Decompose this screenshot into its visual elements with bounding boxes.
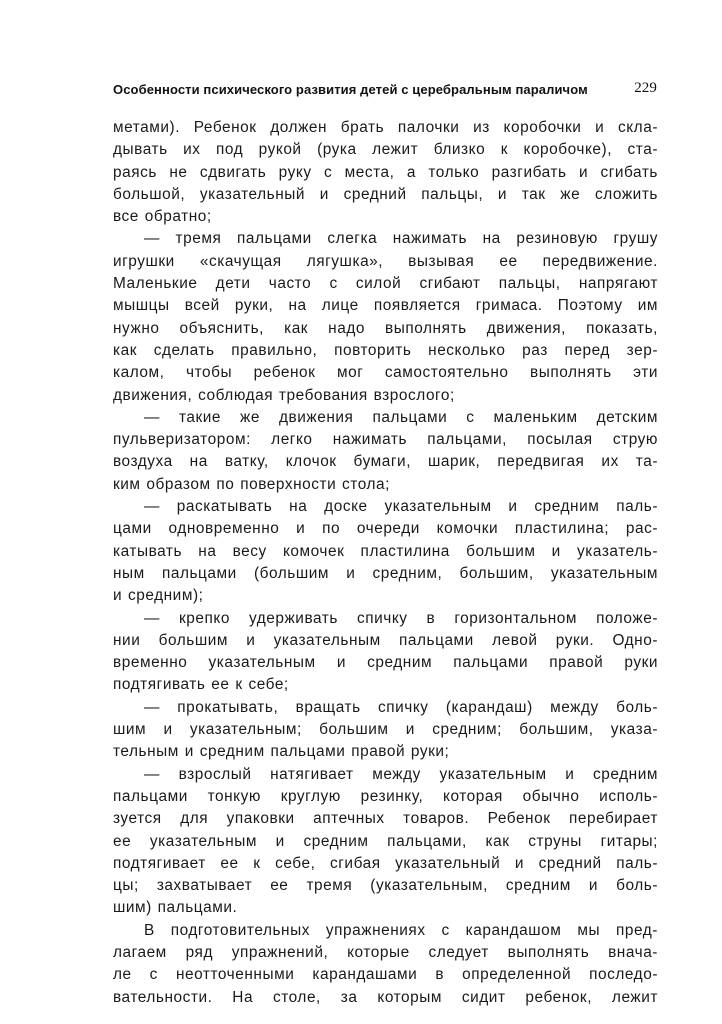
text-line: калом, чтобы ребенок мог самостоятельно выполнять эти — [113, 364, 658, 382]
text-line: пальцами тонкую круглую резинку, которая обычно исполь- — [113, 787, 658, 805]
text-line: раясь не сдвигать руку с места, а только разгибать и сгибать — [113, 163, 658, 181]
text-line: большой, указательный и средний пальцы, и так же сложить — [113, 185, 658, 203]
text-line: — тремя пальцами слегка нажимать на резиновую грушу — [144, 230, 658, 248]
text-line: зуется для упаковки аптечных товаров. Ребенок перебирает — [113, 810, 658, 828]
text-line: цами одновременно и по очереди комочки пластилина; рас- — [113, 520, 658, 538]
text-line: — прокатывать, вращать спичку (карандаш) между боль- — [144, 698, 658, 716]
text-line: шим и указательным; большим и средним; большим, указа- — [113, 721, 658, 739]
text-line: ным пальцами (большим и средним, большим, указательным — [113, 564, 658, 582]
text-line: воздуха на ватку, клочок бумаги, шарик, передвигая их та- — [113, 453, 658, 471]
text-line: Маленькие дети часто с силой сгибают пальцы, напрягают — [113, 275, 658, 293]
text-line: дывать их под рукой (рука лежит близко к коробочке), ста- — [113, 141, 658, 159]
text-line: — крепко удерживать спичку в горизонтальном положе- — [144, 609, 658, 627]
text-line: движения, соблюдая требования взрослого; — [113, 386, 455, 404]
text-line: нии большим и указательным пальцами левой руки. Одно- — [113, 631, 658, 649]
text-line: — такие же движения пальцами с маленьким детским — [144, 408, 658, 426]
text-line: ее указательным и средним пальцами, как струны гитары; — [113, 832, 658, 850]
text-line: лагаем ряд упражнений, которые следует выполнять внача- — [113, 943, 658, 961]
running-title: Особенности психического развития детей с церебральным параличом — [113, 82, 588, 97]
text-line: нужно объяснить, как надо выполнять движения, показать, — [113, 319, 658, 337]
body-text — [113, 117, 658, 1009]
text-line: цы; захватывает ее тремя (указательным, средним и боль- — [113, 877, 658, 895]
text-line: катывать на весу комочек пластилина большим и указатель- — [113, 542, 658, 560]
text-line: временно указательным и средним пальцами правой руки — [113, 654, 658, 672]
text-line: мышцы всей руки, на лице появляется гримаса. Поэтому им — [113, 297, 658, 315]
text-line: ле с неотточенными карандашами в определенной последо- — [113, 966, 658, 984]
text-line: вательности. На столе, за которым сидит ребенок, лежит — [113, 988, 658, 1006]
text-line: подтягивать ее к себе; — [113, 676, 289, 694]
page-number: 229 — [634, 80, 657, 96]
text-line: как сделать правильно, повторить несколько раз перед зер- — [113, 341, 658, 359]
text-line: — взрослый натягивает между указательным и средним — [144, 765, 658, 783]
text-line: ким образом по поверхности стола; — [113, 475, 390, 493]
text-line: все обратно; — [113, 208, 212, 226]
text-line: игрушки «скачущая лягушка», вызывая ее передвижение. — [113, 252, 658, 270]
text-line: пульверизатором: легко нажимать пальцами, посылая струю — [113, 431, 658, 449]
text-line: шим) пальцами. — [113, 899, 238, 917]
text-line: и средним); — [113, 587, 204, 605]
text-line: подтягивает ее к себе, сгибая указательный и средний паль- — [113, 854, 658, 872]
text-line: тельным и средним пальцами правой руки; — [113, 743, 450, 761]
text-line: метами). Ребенок должен брать палочки из коробочки и скла- — [113, 119, 658, 136]
text-line: — раскатывать на доске указательным и средним паль- — [144, 498, 658, 516]
text-line: В подготовительных упражнениях с карандашом мы пред- — [144, 921, 658, 939]
running-header — [113, 82, 657, 102]
